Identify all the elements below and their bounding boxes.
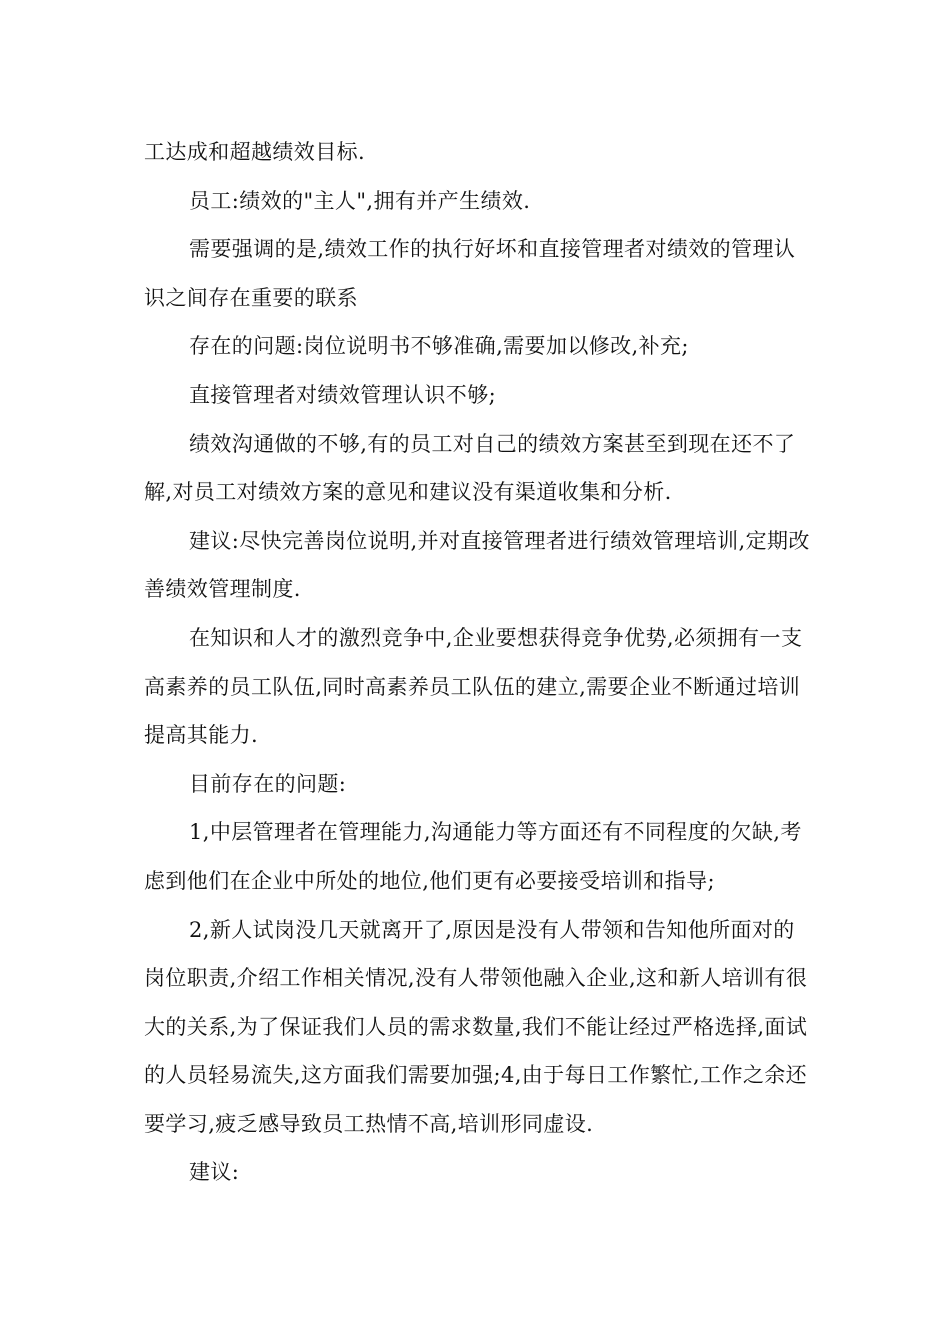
paragraph-problem-manager-awareness: 直接管理者对绩效管理认识不够;	[189, 382, 497, 407]
paragraph-current-problems-heading: 目前存在的问题:	[189, 771, 347, 796]
document-body	[144, 128, 816, 1197]
paragraph-problem-communication: 绩效沟通做的不够,有的员工对自己的绩效方案甚至到现在还不了解,对员工对绩效方案的意见和建议没有渠道收集和分析.	[144, 431, 796, 505]
paragraph-continuation: 工达成和超越绩效目标.	[144, 140, 366, 164]
paragraph-training-intro: 在知识和人才的激烈竞争中,企业要想获得竞争优势,必须拥有一支高素养的员工队伍,同时高素养员工队伍的建立,需要企业不断通过培训提高其能力.	[144, 625, 803, 748]
paragraph-suggestion-performance: 建议:尽快完善岗位说明,并对直接管理者进行绩效管理培训,定期改善绩效管理制度.	[144, 528, 810, 602]
paragraph-problem-item-2: 2,新人试岗没几天就离开了,原因是没有人带领和告知他所面对的岗位职责,介绍工作相关情况,没有人带领他融入企业,这和新人培训有很大的关系,为了保证我们人员的需求数量,我们不能让经过严格选择,面试的人员轻易流失,这方面我们需要加强;4,由于每日工作繁忙,工作之余还要学习,疲乏感导致员工热情不高,培训形同虚设.	[144, 917, 808, 1136]
paragraph-employee-role: 员工:绩效的"主人",拥有并产生绩效.	[189, 188, 531, 213]
paragraph-emphasis: 需要强调的是,绩效工作的执行好坏和直接管理者对绩效的管理认识之间存在重要的联系	[144, 237, 796, 310]
paragraph-problem-job-description: 存在的问题:岗位说明书不够准确,需要加以修改,补充;	[189, 334, 689, 359]
paragraph-problem-item-1: 1,中层管理者在管理能力,沟通能力等方面还有不同程度的欠缺,考虑到他们在企业中所处的地位,他们更有必要接受培训和指导;	[144, 820, 802, 893]
paragraph-suggestion-heading: 建议:	[189, 1160, 240, 1185]
